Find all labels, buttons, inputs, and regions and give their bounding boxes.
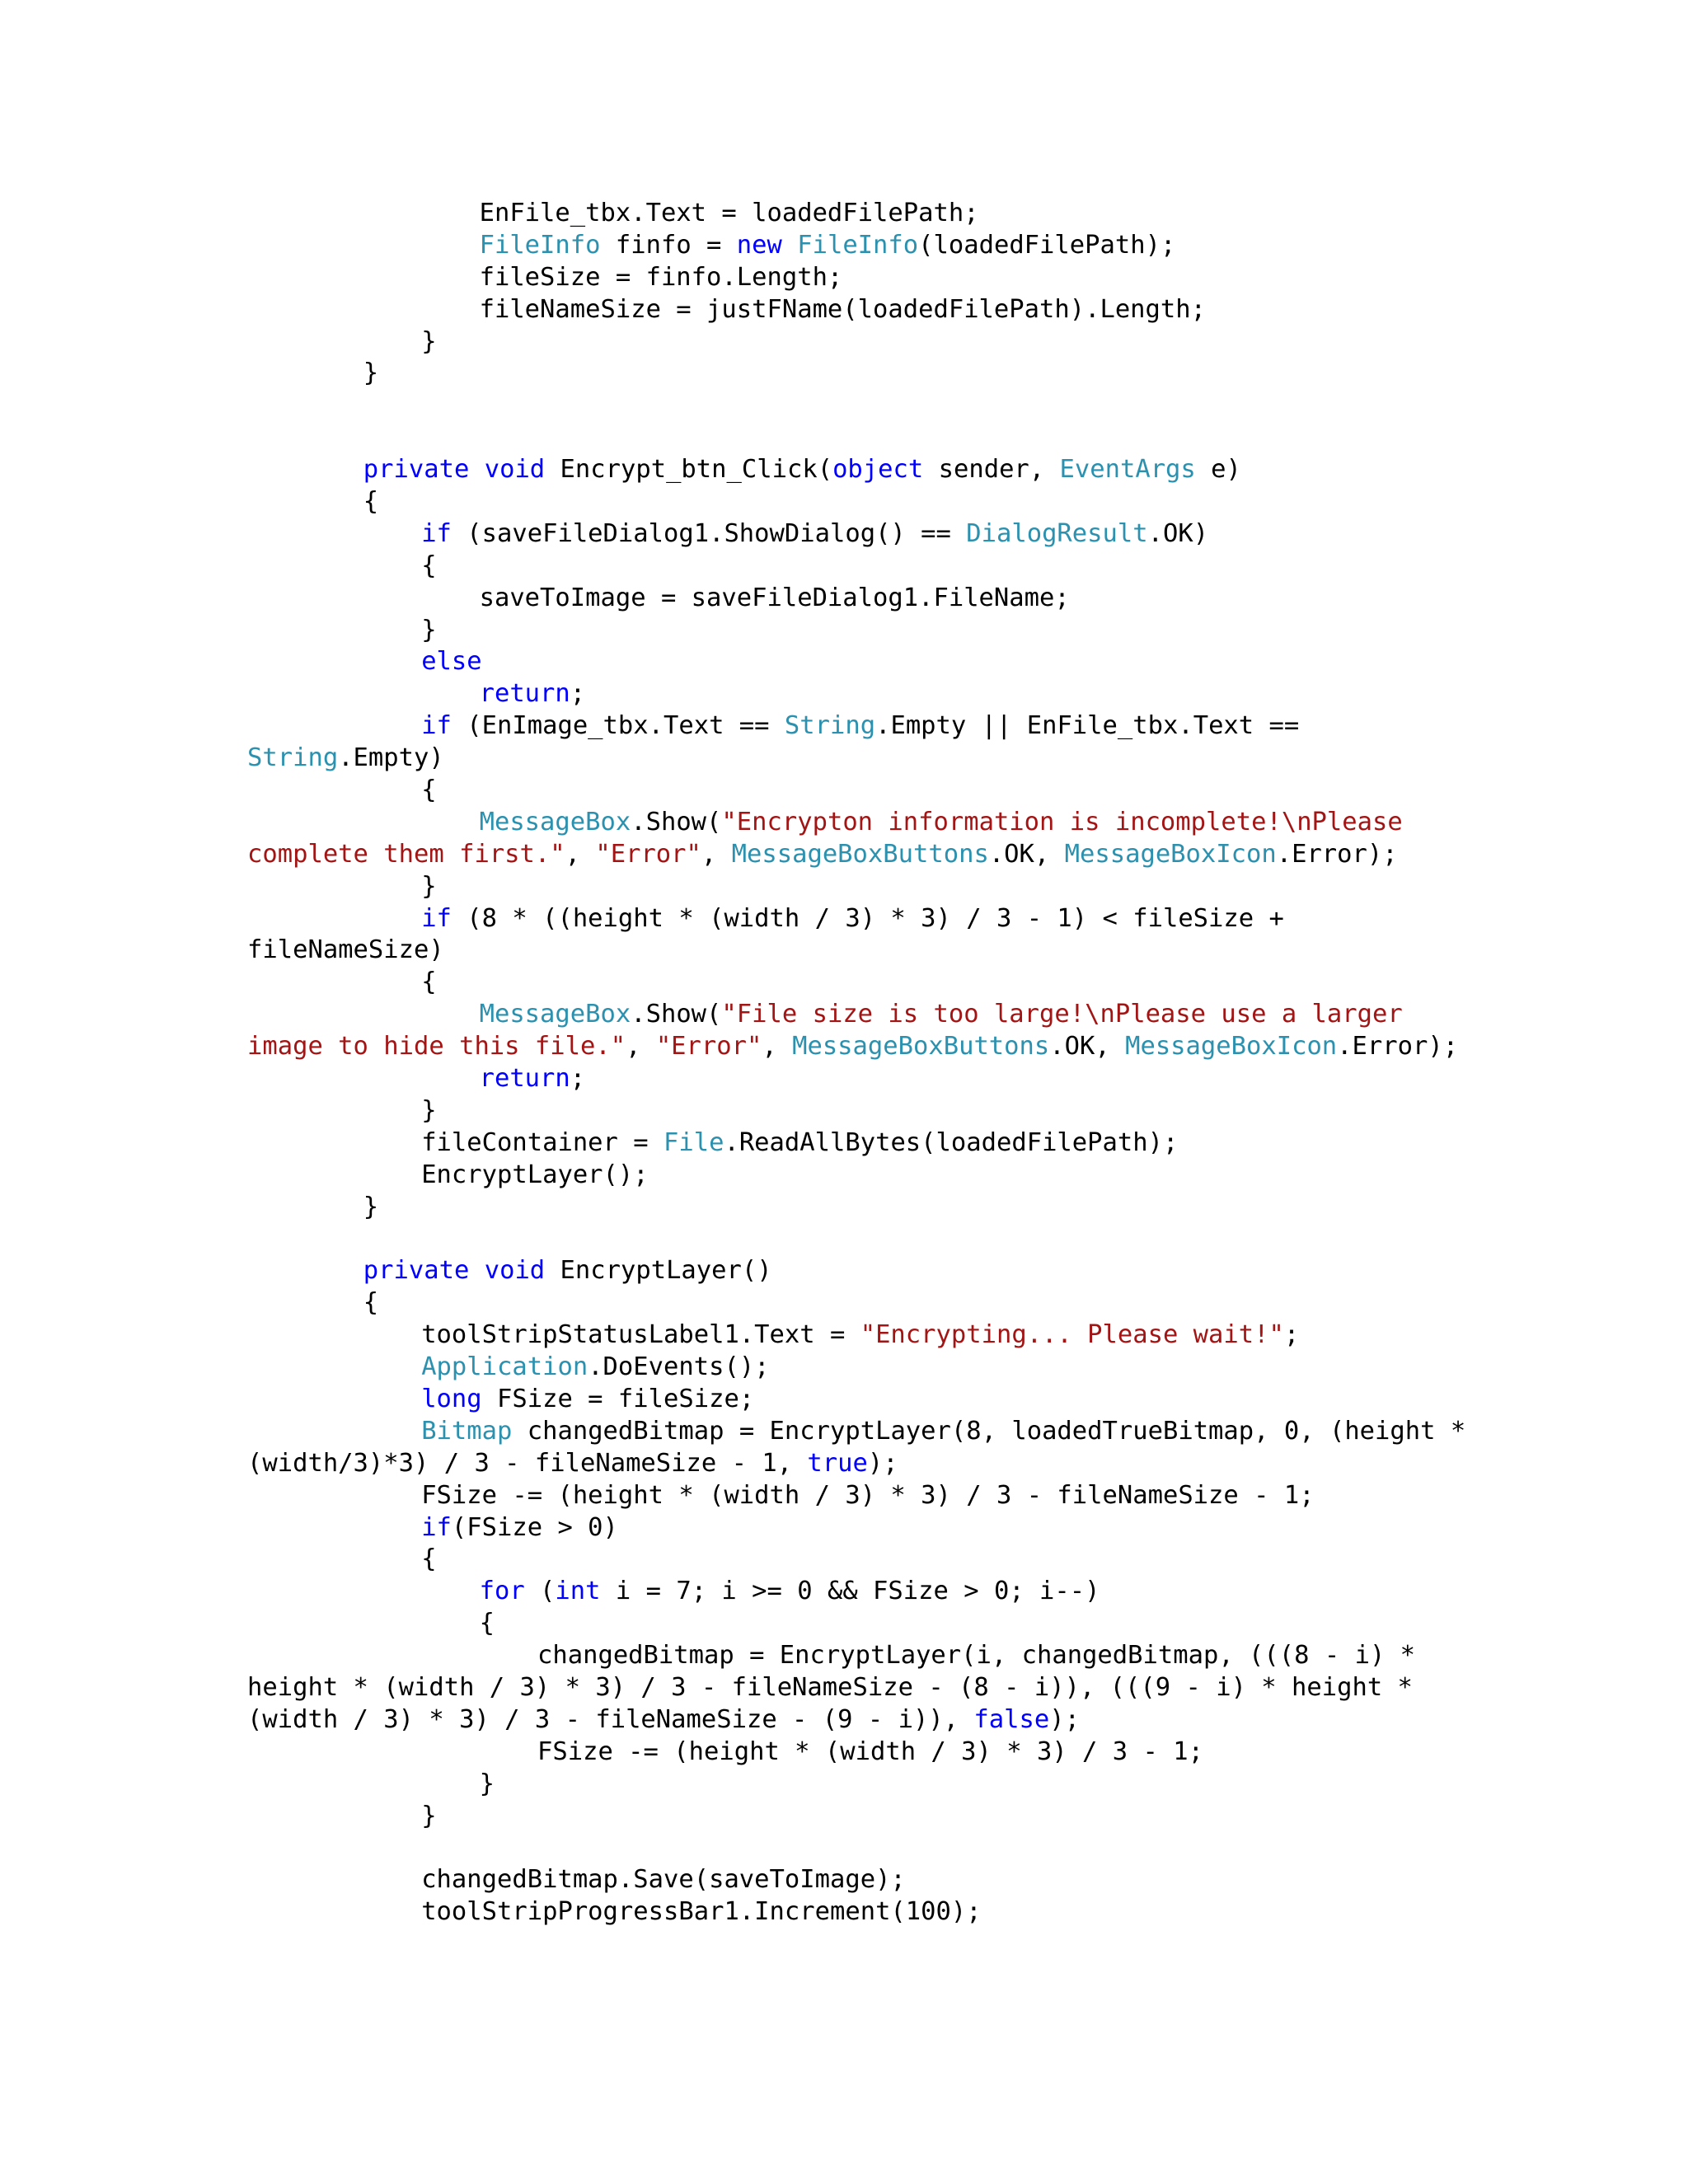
- keyword-token: private: [363, 1256, 470, 1286]
- code-token: e): [1195, 455, 1241, 485]
- keyword-token: if: [421, 903, 452, 933]
- code-line: [247, 775, 1465, 807]
- code-token: .Error);: [1337, 1032, 1459, 1062]
- code-token: toolStripStatusLabel1.Text =: [421, 1320, 860, 1350]
- string-token: "Encrypton information is incomplete!\nPlease: [721, 807, 1403, 837]
- code-line: [247, 390, 1465, 422]
- code-token: .ReadAllBytes(loadedFilePath);: [724, 1127, 1179, 1157]
- type-token: MessageBoxIcon: [1125, 1032, 1338, 1062]
- code-line: [247, 1416, 1465, 1448]
- code-line: [247, 1448, 1465, 1480]
- code-token: EncryptLayer(): [545, 1256, 772, 1286]
- code-token: }: [421, 871, 437, 901]
- code-line: [247, 999, 1465, 1031]
- code-line: [247, 583, 1465, 615]
- code-token: FSize = fileSize;: [481, 1384, 755, 1413]
- code-line: [247, 1031, 1465, 1063]
- keyword-token: return: [479, 679, 570, 709]
- code-line: [247, 1769, 1465, 1801]
- code-line: [247, 1672, 1465, 1704]
- code-token: }: [421, 1801, 437, 1830]
- code-token: changedBitmap.Save(saveToImage);: [421, 1865, 906, 1895]
- code-line: [247, 198, 1465, 230]
- code-line: [247, 1544, 1465, 1576]
- code-token: finfo =: [600, 230, 737, 260]
- string-token: image to hide this file.": [247, 1032, 626, 1062]
- keyword-token: void: [484, 455, 546, 485]
- string-token: complete them first.": [247, 839, 565, 869]
- code-token: (: [524, 1577, 556, 1606]
- code-token: {: [421, 968, 437, 997]
- type-token: MessageBox: [479, 807, 631, 837]
- keyword-token: if: [421, 1512, 452, 1542]
- code-token: EnFile_tbx.Text = loadedFilePath;: [479, 199, 979, 227]
- code-token: .OK,: [988, 839, 1065, 869]
- code-line: [247, 1384, 1465, 1416]
- code-token: );: [1049, 1704, 1080, 1734]
- code-token: }: [363, 1192, 379, 1221]
- code-token: (width/3)*3) / 3 - fileNameSize - 1,: [247, 1448, 808, 1478]
- type-token: MessageBoxIcon: [1064, 839, 1277, 869]
- code-token: (FSize > 0): [451, 1512, 618, 1542]
- code-token: }: [363, 359, 379, 388]
- type-token: MessageBoxButtons: [731, 839, 989, 869]
- code-token: sender,: [923, 455, 1060, 485]
- code-token: toolStripProgressBar1.Increment(100);: [421, 1897, 982, 1927]
- code-line: [247, 1063, 1465, 1095]
- code-token: saveToImage = saveFileDialog1.FileName;: [479, 583, 1070, 612]
- code-line: [247, 1095, 1465, 1127]
- code-token: FSize -= (height * (width / 3) * 3) / 3 - fileNameSize - 1;: [421, 1480, 1315, 1510]
- code-token: .Empty || EnFile_tbx.Text ==: [875, 711, 1300, 741]
- type-token: DialogResult: [966, 518, 1148, 548]
- keyword-token: if: [421, 518, 452, 548]
- string-token: "Encrypting... Please wait!": [860, 1320, 1284, 1350]
- code-token: i = 7; i >= 0 && FSize > 0; i--): [600, 1577, 1100, 1606]
- code-token: [782, 231, 797, 260]
- code-line: [247, 1801, 1465, 1833]
- code-line: [247, 230, 1465, 262]
- type-token: EventArgs: [1059, 455, 1196, 485]
- code-token: fileNameSize = justFName(loadedFilePath).Length;: [479, 294, 1206, 324]
- code-token: (saveFileDialog1.ShowDialog() ==: [451, 518, 967, 548]
- code-token: }: [479, 1769, 495, 1798]
- keyword-token: if: [421, 711, 452, 741]
- code-token: .DoEvents();: [588, 1352, 770, 1382]
- code-token: {: [479, 1609, 495, 1638]
- code-token: );: [867, 1448, 898, 1478]
- code-token: fileSize = finfo.Length;: [479, 262, 843, 292]
- code-token: (loadedFilePath);: [918, 230, 1176, 260]
- code-token: ,: [762, 1032, 793, 1062]
- code-line: [247, 903, 1465, 935]
- code-line: [247, 486, 1465, 518]
- code-token: {: [421, 1544, 437, 1574]
- type-token: File: [663, 1127, 724, 1157]
- keyword-token: return: [479, 1064, 570, 1094]
- code-token: Encrypt_btn_Click(: [545, 455, 833, 485]
- code-token: }: [421, 1095, 437, 1125]
- code-token: {: [363, 1288, 379, 1318]
- code-line: [247, 1287, 1465, 1319]
- code-line: [247, 1576, 1465, 1608]
- code-token: {: [421, 776, 437, 805]
- keyword-token: long: [421, 1384, 482, 1413]
- string-token: "Error": [595, 839, 701, 869]
- code-line: [247, 294, 1465, 326]
- code-line: [247, 1608, 1465, 1640]
- type-token: MessageBox: [479, 1000, 631, 1029]
- code-line: [247, 551, 1465, 583]
- code-token: fileContainer =: [421, 1127, 663, 1157]
- code-token: .Empty): [338, 743, 444, 773]
- code-token: EncryptLayer();: [421, 1160, 649, 1189]
- code-token: {: [421, 551, 437, 580]
- code-line: [247, 358, 1465, 390]
- code-token: .Error);: [1276, 839, 1398, 869]
- code-token: .Show(: [631, 807, 722, 837]
- code-line: [247, 1736, 1465, 1769]
- code-token: ;: [570, 1064, 586, 1094]
- code-line: [247, 615, 1465, 647]
- code-token: ,: [626, 1032, 656, 1062]
- code-token: .OK,: [1049, 1032, 1126, 1062]
- type-token: FileInfo: [797, 230, 919, 260]
- code-line: [247, 839, 1465, 871]
- code-token: {: [363, 487, 379, 517]
- code-line: [247, 1640, 1465, 1672]
- keyword-token: private: [363, 455, 470, 485]
- string-token: "Error": [655, 1032, 762, 1062]
- code-line: [247, 1480, 1465, 1512]
- code-line: [247, 743, 1465, 775]
- keyword-token: object: [832, 455, 924, 485]
- type-token: FileInfo: [479, 230, 601, 260]
- code-token: fileNameSize): [247, 935, 444, 965]
- keyword-token: int: [555, 1577, 601, 1606]
- code-token: (width / 3) * 3) / 3 - fileNameSize - (9 - i)),: [247, 1704, 974, 1734]
- code-line: [247, 646, 1465, 678]
- code-line: [247, 678, 1465, 710]
- keyword-token: for: [479, 1577, 525, 1606]
- code-line: [247, 935, 1465, 967]
- code-line: [247, 1864, 1465, 1896]
- keyword-token: void: [484, 1256, 546, 1286]
- code-line: [247, 1127, 1465, 1160]
- code-token: changedBitmap = EncryptLayer(i, changedBitmap, (((8 - i) *: [537, 1641, 1416, 1671]
- code-line: [247, 871, 1465, 903]
- code-token: ;: [570, 679, 586, 709]
- code-token: changedBitmap = EncryptLayer(8, loadedTrueBitmap, 0, (height *: [512, 1416, 1466, 1446]
- code-token: .OK): [1147, 518, 1209, 548]
- code-line: [247, 1832, 1465, 1864]
- code-token: ,: [565, 839, 596, 869]
- code-token: }: [421, 615, 437, 644]
- keyword-token: new: [736, 230, 782, 260]
- code-line: [247, 518, 1465, 551]
- type-token: String: [247, 743, 339, 773]
- keyword-token: true: [807, 1448, 868, 1478]
- code-line: [247, 807, 1465, 839]
- string-token: "File size is too large!\nPlease use a larger: [721, 1000, 1403, 1029]
- type-token: Application: [421, 1352, 588, 1382]
- code-line: [247, 710, 1465, 743]
- code-line: [247, 326, 1465, 359]
- type-token: MessageBoxButtons: [792, 1032, 1050, 1062]
- code-line: [247, 1512, 1465, 1544]
- code-token: height * (width / 3) * 3) / 3 - fileNameSize - (8 - i)), (((9 - i) * height *: [247, 1672, 1413, 1702]
- code-listing: [247, 198, 1465, 1929]
- keyword-token: else: [421, 647, 482, 677]
- keyword-token: false: [973, 1704, 1050, 1734]
- code-token: [469, 1256, 484, 1285]
- code-line: [247, 1704, 1465, 1736]
- code-token: [469, 455, 484, 484]
- code-line: [247, 1160, 1465, 1192]
- code-line: [247, 1896, 1465, 1929]
- code-line: [247, 422, 1465, 454]
- code-token: }: [421, 326, 437, 356]
- code-token: ,: [701, 839, 732, 869]
- code-token: (EnImage_tbx.Text ==: [451, 711, 785, 741]
- code-line: [247, 967, 1465, 999]
- code-line: [247, 262, 1465, 294]
- code-line: [247, 454, 1465, 486]
- code-line: [247, 1255, 1465, 1287]
- code-token: FSize -= (height * (width / 3) * 3) / 3 - 1;: [537, 1736, 1203, 1766]
- type-token: Bitmap: [421, 1416, 513, 1446]
- code-line: [247, 1224, 1465, 1256]
- code-line: [247, 1352, 1465, 1384]
- code-token: (8 * ((height * (width / 3) * 3) / 3 - 1) < fileSize +: [451, 903, 1284, 933]
- code-line: [247, 1192, 1465, 1224]
- type-token: String: [784, 711, 876, 741]
- code-token: .Show(: [631, 1000, 722, 1029]
- code-token: ;: [1283, 1320, 1300, 1350]
- code-line: [247, 1319, 1465, 1352]
